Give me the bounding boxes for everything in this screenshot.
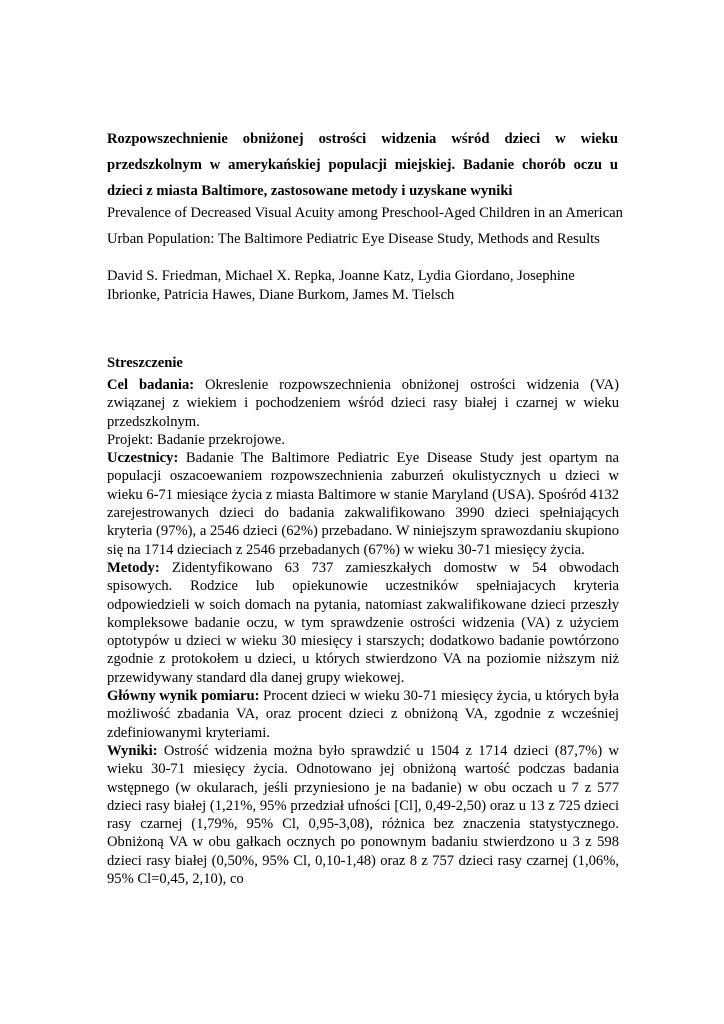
- abstract-section-methods: [107, 559, 619, 687]
- title-polish: Rozpowszechnienie obniżonej ostrości widzenia wśród dzieci w wieku przedszkolnym w amerykańskiej populacji miejskiej. Badanie chorób oczu u dzieci z miasta Baltimore, zastosowane metody i uzyskane wyniki: [107, 131, 618, 199]
- abstract-design-line: Projekt: Badanie przekrojowe.: [107, 431, 285, 448]
- section-label: Cel badania:: [107, 377, 195, 393]
- section-text: Badanie The Baltimore Pediatric Eye Disease Study jest opartym na populacji oszacoewaniem rozpowszechnienia zaburzeń okulistycznych u dzieci w wieku 6-71 miesiące życia z miasta Baltimore w stanie Maryland (USA). Spośród 4132 zarejestrowanych dzieci do badania zakwalifikowano 3990 dzieci spełniających kryteria (97%), a 2546 dzieci (62%) przebadano. W niniejszym sprawozdaniu skupiono się na 1714 dzieciach z 2546 przebadanych (67%) w wieku 30-71 miesięcy życia.: [107, 450, 619, 558]
- abstract-section-participants: [107, 449, 619, 559]
- title-english: Prevalence of Decreased Visual Acuity among Preschool-Aged Children in an American Urban Population: The Baltimore Pediatric Eye Disease Study, Methods and Results: [107, 205, 623, 247]
- abstract-heading: Streszczenie: [107, 355, 183, 371]
- abstract-section-results: [107, 742, 619, 888]
- abstract-body: [107, 376, 619, 888]
- abstract-section-main-outcome: [107, 687, 619, 742]
- section-text: Ostrość widzenia można było sprawdzić u 1504 z 1714 dzieci (87,7%) w wieku 30-71 miesięcy życia. Odnotowano jej obniżoną wartość podczas badania wstępnego (w okularach, jeśli przyniesiono je na badanie) w obu oczach u 7 z 577 dzieci rasy białej (1,21%, 95% przedział ufności [Cl], 0,49-2,50) oraz u 13 z 725 dzieci rasy czarnej (1,79%, 95% Cl, 0,95-3,08), różnica bez znaczenia statystycznego. Obniżoną VA w obu gałkach ocznych po ponownym badaniu stwierdzono u 3 z 598 dzieci rasy białej (0,50%, 95% Cl, 0,10-1,48) oraz 8 z 757 dzieci rasy czarnej (1,06%, 95% Cl=0,45, 2,10), co: [107, 742, 619, 888]
- section-label: Główny wynik pomiaru:: [107, 688, 260, 705]
- abstract-section-objective: [107, 376, 619, 431]
- section-label: Wyniki:: [107, 742, 158, 759]
- section-label: Metody:: [107, 559, 160, 576]
- section-label: Uczestnicy:: [107, 450, 179, 467]
- section-text: Procent dzieci w wieku 30-71 miesięcy życia, u których była możliwość zbadania VA, oraz procent dzieci z obniżoną VA, zgodnie z wcześniej zdefiniowanymi kryteriami.: [107, 688, 619, 741]
- section-text: Zidentyfikowano 63 737 zamieszkałych domostw w 54 obwodach spisowych. Rodzice lub opiekunowie uczestników spełniajacych kryteria odpowiedzieli w soich domach na pytania, natomiast zakwalifikowane dzieci przeszły kompleksowe badanie oczu, w tym sprawdzenie ostrości widzenia (VA) z użyciem optotypów u dzieci w wieku 30 miesięcy i starszych; dodatkowo badanie powtórzono zgodnie z protokołem u dzieci, u których stwierdzono VA na poziomie niższym niż przewidywany standard dla danej grupy wiekowej.: [107, 559, 619, 686]
- section-text: Okreslenie rozpowszechnienia obniżonej ostrości widzenia (VA) związanej z wiekiem i pochodzeniem wśród dzieci rasy białej i czarnej w wieku przedszkolnym.: [107, 377, 619, 430]
- author-list: David S. Friedman, Michael X. Repka, Joanne Katz, Lydia Giordano, Josephine Ibrionke, Patricia Hawes, Diane Burkom, James M. Tielsch: [107, 268, 575, 303]
